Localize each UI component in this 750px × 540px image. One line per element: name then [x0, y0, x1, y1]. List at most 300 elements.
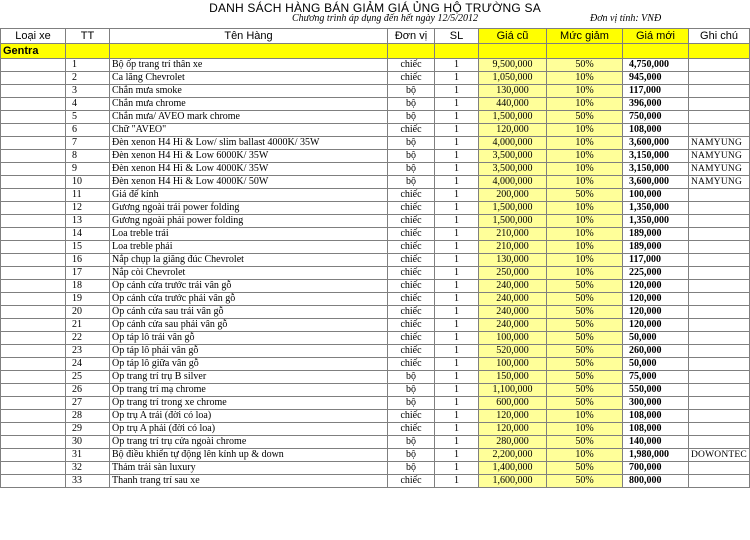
discount-rate: 50%	[547, 59, 623, 72]
item-name: Thảm trải sàn luxury	[110, 462, 388, 475]
item-qty: 1	[435, 306, 479, 319]
item-name: Ốp trang trí mạ chrome	[110, 384, 388, 397]
item-qty: 1	[435, 59, 479, 72]
item-name: Bộ ốp trang trí thân xe	[110, 59, 388, 72]
table-row	[1, 410, 750, 423]
item-name: Ốp trang trí trụ B silver	[110, 371, 388, 384]
item-unit: chiếc	[388, 319, 435, 332]
item-name: Chắn mưa smoke	[110, 85, 388, 98]
old-price: 1,500,000	[479, 111, 547, 124]
table-row	[1, 98, 750, 111]
note	[689, 189, 750, 202]
discount-rate: 10%	[547, 228, 623, 241]
note	[689, 111, 750, 124]
item-unit: chiếc	[388, 267, 435, 280]
discount-rate: 50%	[547, 111, 623, 124]
discount-rate: 50%	[547, 280, 623, 293]
table-row	[1, 202, 750, 215]
old-price: 130,000	[479, 85, 547, 98]
row-number: 1	[66, 59, 110, 72]
item-name: Ốp trang trí trụ cửa ngoài chrome	[110, 436, 388, 449]
new-price: 800,000	[623, 475, 689, 488]
old-price: 2,200,000	[479, 449, 547, 462]
discount-rate: 50%	[547, 371, 623, 384]
note: DOWONTEC	[689, 449, 750, 462]
old-price: 4,000,000	[479, 176, 547, 189]
vehicle-type-cell	[1, 293, 66, 306]
item-name: Gương ngoài phải power folding	[110, 215, 388, 228]
item-unit: bộ	[388, 371, 435, 384]
item-unit: chiếc	[388, 306, 435, 319]
item-unit: chiếc	[388, 228, 435, 241]
new-price: 3,600,000	[623, 137, 689, 150]
item-qty: 1	[435, 215, 479, 228]
new-price: 120,000	[623, 319, 689, 332]
vehicle-type-cell	[1, 163, 66, 176]
vehicle-type-cell	[1, 423, 66, 436]
item-qty: 1	[435, 241, 479, 254]
vehicle-type-cell	[1, 59, 66, 72]
vehicle-type-cell	[1, 371, 66, 384]
old-price: 120,000	[479, 410, 547, 423]
old-price: 600,000	[479, 397, 547, 410]
old-price: 120,000	[479, 423, 547, 436]
table-row	[1, 280, 750, 293]
vehicle-type-cell	[1, 124, 66, 137]
vehicle-type-cell	[1, 410, 66, 423]
new-price: 700,000	[623, 462, 689, 475]
item-name: Đèn xenon H4 Hi & Low 6000K/ 35W	[110, 150, 388, 163]
vehicle-type-cell	[1, 475, 66, 488]
note: NAMYUNG	[689, 176, 750, 189]
item-unit: chiếc	[388, 345, 435, 358]
old-price: 1,500,000	[479, 215, 547, 228]
note	[689, 202, 750, 215]
old-price: 1,050,000	[479, 72, 547, 85]
table-row	[1, 176, 750, 189]
item-qty: 1	[435, 267, 479, 280]
item-qty: 1	[435, 137, 479, 150]
new-price: 3,600,000	[623, 176, 689, 189]
item-qty: 1	[435, 254, 479, 267]
vehicle-type-cell	[1, 241, 66, 254]
item-name: Ốp trụ A trái (đời có loa)	[110, 410, 388, 423]
item-name: Ốp táp lô trái vân gỗ	[110, 332, 388, 345]
item-name: Ốp trang trí trong xe chrome	[110, 397, 388, 410]
row-number: 13	[66, 215, 110, 228]
header-item-name: Tên Hàng	[110, 29, 388, 44]
note: NAMYUNG	[689, 150, 750, 163]
header-old-price: Giá cũ	[479, 29, 547, 44]
item-name: Chắn mưa/ AVEO mark chrome	[110, 111, 388, 124]
item-unit: bộ	[388, 85, 435, 98]
discount-rate: 50%	[547, 475, 623, 488]
discount-rate: 10%	[547, 202, 623, 215]
table-row	[1, 59, 750, 72]
item-qty: 1	[435, 163, 479, 176]
item-qty: 1	[435, 98, 479, 111]
item-name: Chữ "AVEO"	[110, 124, 388, 137]
item-name: Ốp táp lô giữa vân gỗ	[110, 358, 388, 371]
vehicle-type-cell	[1, 332, 66, 345]
table-row	[1, 215, 750, 228]
vehicle-type-cell	[1, 345, 66, 358]
vehicle-type-cell	[1, 462, 66, 475]
item-unit: bộ	[388, 449, 435, 462]
group-cell	[689, 44, 750, 59]
item-unit: chiếc	[388, 410, 435, 423]
row-number: 26	[66, 384, 110, 397]
discount-rate: 10%	[547, 85, 623, 98]
new-price: 100,000	[623, 189, 689, 202]
item-qty: 1	[435, 150, 479, 163]
table-row	[1, 137, 750, 150]
note	[689, 98, 750, 111]
item-qty: 1	[435, 189, 479, 202]
vehicle-type-cell	[1, 176, 66, 189]
item-qty: 1	[435, 462, 479, 475]
item-unit: chiếc	[388, 202, 435, 215]
old-price: 210,000	[479, 241, 547, 254]
header-row	[1, 29, 750, 44]
row-number: 4	[66, 98, 110, 111]
table-row	[1, 384, 750, 397]
item-name: Ốp cánh cửa sau phải vân gỗ	[110, 319, 388, 332]
item-qty: 1	[435, 124, 479, 137]
item-name: Gương ngoài trái power folding	[110, 202, 388, 215]
discount-rate: 10%	[547, 254, 623, 267]
item-unit: bộ	[388, 150, 435, 163]
new-price: 4,750,000	[623, 59, 689, 72]
item-qty: 1	[435, 228, 479, 241]
table-row	[1, 319, 750, 332]
item-name: Thanh trang trí sau xe	[110, 475, 388, 488]
old-price: 440,000	[479, 98, 547, 111]
item-unit: bộ	[388, 163, 435, 176]
new-price: 260,000	[623, 345, 689, 358]
item-name: Ốp cánh cửa trước phải vân gỗ	[110, 293, 388, 306]
table-row	[1, 189, 750, 202]
discount-rate: 50%	[547, 384, 623, 397]
new-price: 1,980,000	[623, 449, 689, 462]
table-row	[1, 72, 750, 85]
item-name: Giá để kính	[110, 189, 388, 202]
table-row	[1, 241, 750, 254]
note	[689, 423, 750, 436]
table-row	[1, 449, 750, 462]
header-note: Ghi chú	[689, 29, 750, 44]
discount-rate: 10%	[547, 449, 623, 462]
table-row	[1, 423, 750, 436]
item-name: Bộ điều khiển tự động lên kính up & down	[110, 449, 388, 462]
table-row	[1, 293, 750, 306]
table-row	[1, 358, 750, 371]
note	[689, 397, 750, 410]
note	[689, 384, 750, 397]
vehicle-type-cell	[1, 267, 66, 280]
row-number: 23	[66, 345, 110, 358]
note	[689, 72, 750, 85]
item-unit: chiếc	[388, 254, 435, 267]
note	[689, 306, 750, 319]
row-number: 33	[66, 475, 110, 488]
new-price: 50,000	[623, 358, 689, 371]
row-number: 18	[66, 280, 110, 293]
discount-rate: 50%	[547, 293, 623, 306]
new-price: 108,000	[623, 410, 689, 423]
discount-rate: 50%	[547, 319, 623, 332]
old-price: 1,100,000	[479, 384, 547, 397]
discount-rate: 10%	[547, 410, 623, 423]
group-name: Gentra	[1, 44, 66, 59]
new-price: 120,000	[623, 293, 689, 306]
note	[689, 436, 750, 449]
item-qty: 1	[435, 410, 479, 423]
discount-rate: 10%	[547, 163, 623, 176]
row-number: 5	[66, 111, 110, 124]
vehicle-type-cell	[1, 189, 66, 202]
item-unit: bộ	[388, 176, 435, 189]
vehicle-type-cell	[1, 215, 66, 228]
item-name: Đèn xenon H4 Hi & Low 4000K/ 35W	[110, 163, 388, 176]
discount-rate: 50%	[547, 345, 623, 358]
table-row	[1, 111, 750, 124]
group-cell	[435, 44, 479, 59]
discount-rate: 50%	[547, 397, 623, 410]
new-price: 189,000	[623, 241, 689, 254]
item-qty: 1	[435, 423, 479, 436]
vehicle-type-cell	[1, 319, 66, 332]
old-price: 120,000	[479, 124, 547, 137]
table-row	[1, 371, 750, 384]
note	[689, 410, 750, 423]
currency-unit: Đơn vị tính: VNĐ	[590, 13, 662, 24]
new-price: 189,000	[623, 228, 689, 241]
note	[689, 124, 750, 137]
header-qty: SL	[435, 29, 479, 44]
item-unit: chiếc	[388, 241, 435, 254]
old-price: 280,000	[479, 436, 547, 449]
discount-rate: 10%	[547, 150, 623, 163]
header-unit: Đơn vị	[388, 29, 435, 44]
note	[689, 475, 750, 488]
discount-rate: 10%	[547, 72, 623, 85]
item-qty: 1	[435, 176, 479, 189]
note	[689, 254, 750, 267]
item-unit: chiếc	[388, 280, 435, 293]
row-number: 14	[66, 228, 110, 241]
item-unit: chiếc	[388, 358, 435, 371]
new-price: 120,000	[623, 306, 689, 319]
new-price: 108,000	[623, 124, 689, 137]
item-unit: bộ	[388, 111, 435, 124]
item-name: Ốp táp lô phải vân gỗ	[110, 345, 388, 358]
item-unit: chiếc	[388, 189, 435, 202]
row-number: 10	[66, 176, 110, 189]
item-qty: 1	[435, 397, 479, 410]
table-row	[1, 124, 750, 137]
note	[689, 345, 750, 358]
old-price: 240,000	[479, 306, 547, 319]
header-new-price: Giá mới	[623, 29, 689, 44]
note	[689, 358, 750, 371]
old-price: 240,000	[479, 293, 547, 306]
row-number: 20	[66, 306, 110, 319]
discount-rate: 10%	[547, 423, 623, 436]
vehicle-type-cell	[1, 98, 66, 111]
group-cell	[547, 44, 623, 59]
note: NAMYUNG	[689, 137, 750, 150]
document-subtitle: Chương trình áp dụng đến hết ngày 12/5/2012	[291, 13, 479, 24]
new-price: 1,350,000	[623, 215, 689, 228]
row-number: 30	[66, 436, 110, 449]
row-number: 8	[66, 150, 110, 163]
vehicle-type-cell	[1, 85, 66, 98]
item-qty: 1	[435, 111, 479, 124]
old-price: 240,000	[479, 319, 547, 332]
note	[689, 280, 750, 293]
item-unit: bộ	[388, 384, 435, 397]
row-number: 29	[66, 423, 110, 436]
item-name: Loa treble phải	[110, 241, 388, 254]
old-price: 210,000	[479, 228, 547, 241]
note	[689, 215, 750, 228]
new-price: 3,150,000	[623, 163, 689, 176]
discount-rate: 50%	[547, 436, 623, 449]
table-row	[1, 85, 750, 98]
table-row	[1, 462, 750, 475]
header-discount: Mức giảm	[547, 29, 623, 44]
item-qty: 1	[435, 345, 479, 358]
vehicle-type-cell	[1, 254, 66, 267]
item-qty: 1	[435, 202, 479, 215]
table-row	[1, 254, 750, 267]
vehicle-type-cell	[1, 384, 66, 397]
header-tt: TT	[66, 29, 110, 44]
new-price: 3,150,000	[623, 150, 689, 163]
group-row	[1, 44, 750, 59]
vehicle-type-cell	[1, 137, 66, 150]
item-qty: 1	[435, 85, 479, 98]
new-price: 396,000	[623, 98, 689, 111]
row-number: 7	[66, 137, 110, 150]
discount-rate: 50%	[547, 358, 623, 371]
item-unit: bộ	[388, 397, 435, 410]
row-number: 9	[66, 163, 110, 176]
row-number: 28	[66, 410, 110, 423]
vehicle-type-cell	[1, 72, 66, 85]
new-price: 117,000	[623, 254, 689, 267]
note	[689, 319, 750, 332]
old-price: 100,000	[479, 358, 547, 371]
group-cell	[623, 44, 689, 59]
row-number: 12	[66, 202, 110, 215]
new-price: 75,000	[623, 371, 689, 384]
item-name: Ốp trụ A phải (đời có loa)	[110, 423, 388, 436]
note	[689, 462, 750, 475]
old-price: 520,000	[479, 345, 547, 358]
vehicle-type-cell	[1, 150, 66, 163]
item-unit: bộ	[388, 462, 435, 475]
item-qty: 1	[435, 332, 479, 345]
vehicle-type-cell	[1, 358, 66, 371]
table-row	[1, 475, 750, 488]
table-row	[1, 332, 750, 345]
item-name: Ốp cánh cửa sau trái vân gỗ	[110, 306, 388, 319]
vehicle-type-cell	[1, 397, 66, 410]
item-name: Đèn xenon H4 Hi & Low 4000K/ 50W	[110, 176, 388, 189]
vehicle-type-cell	[1, 280, 66, 293]
group-cell	[479, 44, 547, 59]
new-price: 750,000	[623, 111, 689, 124]
note	[689, 267, 750, 280]
item-unit: bộ	[388, 137, 435, 150]
new-price: 120,000	[623, 280, 689, 293]
row-number: 19	[66, 293, 110, 306]
header-vehicle-type: Loại xe	[1, 29, 66, 44]
discount-rate: 50%	[547, 189, 623, 202]
row-number: 27	[66, 397, 110, 410]
row-number: 21	[66, 319, 110, 332]
item-unit: bộ	[388, 98, 435, 111]
table-row	[1, 228, 750, 241]
old-price: 130,000	[479, 254, 547, 267]
new-price: 140,000	[623, 436, 689, 449]
old-price: 150,000	[479, 371, 547, 384]
discount-rate: 10%	[547, 215, 623, 228]
note	[689, 293, 750, 306]
item-qty: 1	[435, 384, 479, 397]
table-row	[1, 345, 750, 358]
item-name: Chắn mưa chrome	[110, 98, 388, 111]
vehicle-type-cell	[1, 202, 66, 215]
item-unit: chiếc	[388, 72, 435, 85]
item-qty: 1	[435, 475, 479, 488]
row-number: 15	[66, 241, 110, 254]
discount-rate: 10%	[547, 176, 623, 189]
vehicle-type-cell	[1, 228, 66, 241]
item-qty: 1	[435, 371, 479, 384]
item-name: Đèn xenon H4 Hi & Low/ slim ballast 4000K/ 35W	[110, 137, 388, 150]
group-cell	[388, 44, 435, 59]
note	[689, 228, 750, 241]
item-name: Loa treble trái	[110, 228, 388, 241]
item-unit: chiếc	[388, 59, 435, 72]
item-name: Nắp chụp la giăng đúc Chevrolet	[110, 254, 388, 267]
row-number: 3	[66, 85, 110, 98]
new-price: 550,000	[623, 384, 689, 397]
old-price: 1,400,000	[479, 462, 547, 475]
item-unit: chiếc	[388, 124, 435, 137]
item-name: Ốp cánh cửa trước trái vân gỗ	[110, 280, 388, 293]
note	[689, 85, 750, 98]
old-price: 3,500,000	[479, 150, 547, 163]
item-qty: 1	[435, 72, 479, 85]
discount-rate: 10%	[547, 124, 623, 137]
new-price: 117,000	[623, 85, 689, 98]
row-number: 2	[66, 72, 110, 85]
discount-rate: 50%	[547, 462, 623, 475]
vehicle-type-cell	[1, 111, 66, 124]
document-title: DANH SÁCH HÀNG BÁN GIẢM GIÁ ỦNG HỘ TRƯỜNG SA	[209, 1, 541, 15]
new-price: 945,000	[623, 72, 689, 85]
old-price: 9,500,000	[479, 59, 547, 72]
discount-rate: 50%	[547, 332, 623, 345]
discount-rate: 50%	[547, 306, 623, 319]
new-price: 300,000	[623, 397, 689, 410]
new-price: 50,000	[623, 332, 689, 345]
item-qty: 1	[435, 293, 479, 306]
